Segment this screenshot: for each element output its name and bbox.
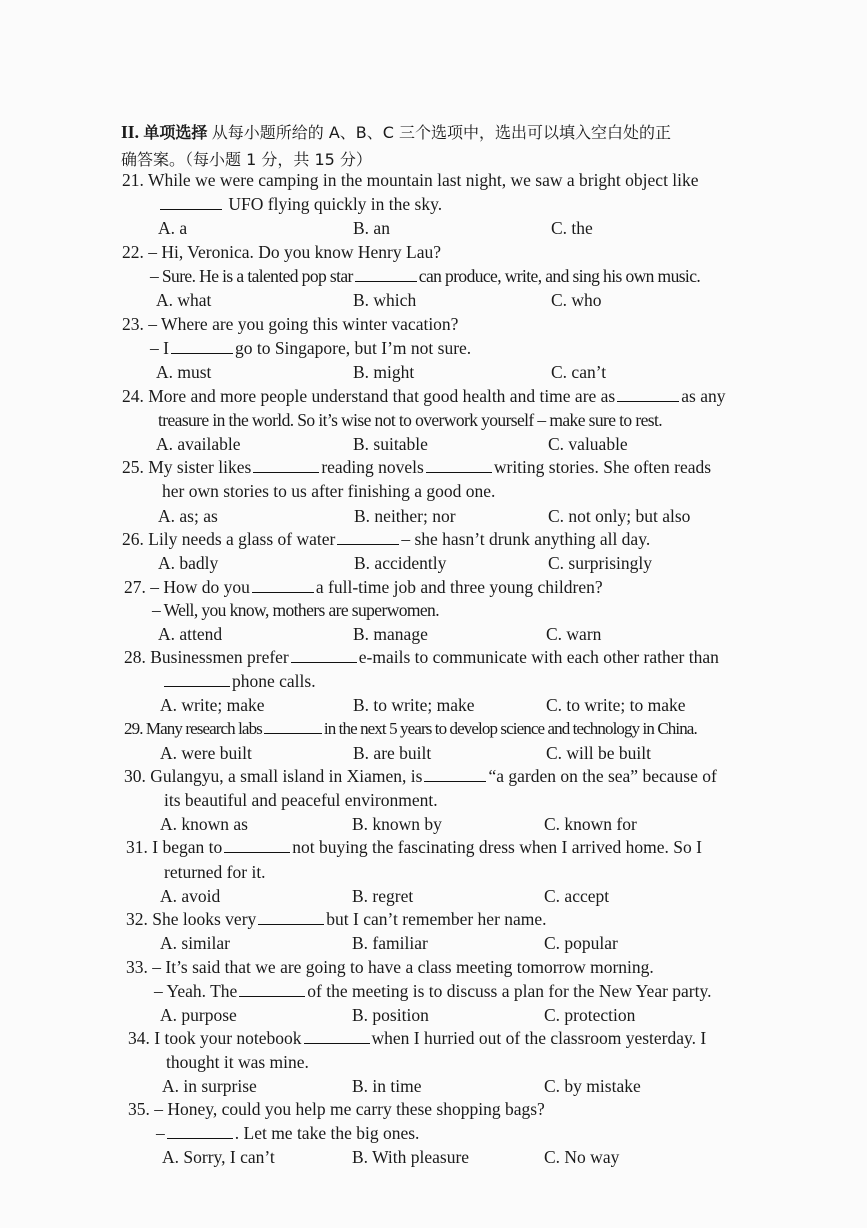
question-text: – I <box>150 338 169 358</box>
question-30 <box>124 765 717 787</box>
answer-blank[interactable] <box>258 910 324 925</box>
question-text: Gulangyu, a small island in Xiamen, is <box>150 766 423 786</box>
question-text: but I can’t remember her name. <box>326 909 547 929</box>
question-29 <box>124 718 697 740</box>
question-number: 28. <box>124 647 146 667</box>
option-c[interactable]: C. by mistake <box>544 1076 641 1096</box>
option-c[interactable]: C. No way <box>544 1147 620 1167</box>
question-number: 22. <box>122 242 144 262</box>
section-title: 单项选择 <box>143 123 208 142</box>
option-b[interactable]: B. With pleasure <box>352 1147 470 1167</box>
option-b[interactable]: B. in time <box>352 1076 422 1096</box>
question-text: – Hi, Veronica. Do you know Henry Lau? <box>148 242 441 262</box>
option-a[interactable]: A. available <box>156 434 241 454</box>
question-33-line2 <box>154 980 712 1002</box>
option-b[interactable]: B. to write; make <box>353 695 475 715</box>
question-31-line2 <box>164 861 266 883</box>
answer-blank[interactable] <box>171 339 233 354</box>
question-number: 25. <box>122 457 144 477</box>
option-c[interactable]: C. popular <box>544 933 618 953</box>
option-a[interactable]: A. badly <box>158 553 219 573</box>
answer-blank[interactable] <box>253 458 319 473</box>
option-c[interactable]: C. protection <box>544 1005 636 1025</box>
question-number: 30. <box>124 766 146 786</box>
question-22 <box>122 241 441 263</box>
option-a[interactable]: A. what <box>156 290 212 310</box>
section-heading <box>121 119 791 173</box>
question-24-line2 <box>158 409 662 431</box>
question-35 <box>128 1098 545 1120</box>
answer-blank[interactable] <box>167 1124 233 1139</box>
question-text: More and more people understand that good health and time are as <box>148 386 616 406</box>
question-23-line2 <box>150 337 471 359</box>
answer-blank[interactable] <box>617 387 679 402</box>
option-a[interactable]: A. must <box>156 362 212 382</box>
answer-blank[interactable] <box>160 195 222 210</box>
option-a[interactable]: A. Sorry, I can’t <box>162 1147 275 1167</box>
option-c[interactable]: C. accept <box>544 886 610 906</box>
question-text: Many research labs <box>145 719 262 738</box>
question-text: when I hurried out of the classroom yesterday. I <box>371 1028 707 1048</box>
question-text: reading novels <box>321 457 424 477</box>
question-23 <box>122 313 458 335</box>
question-text: phone calls. <box>232 671 316 691</box>
question-text: – Yeah. The <box>154 981 238 1001</box>
question-text: – Where are you going this winter vacation? <box>148 314 459 334</box>
question-27 <box>124 576 603 598</box>
question-text: treasure in the world. So it’s wise not to overwork yourself – make sure to rest. <box>158 410 662 430</box>
answer-blank[interactable] <box>304 1029 370 1044</box>
question-text: She looks very <box>152 909 257 929</box>
question-text: – she hasn’t drunk anything all day. <box>401 529 651 549</box>
answer-blank[interactable] <box>239 982 305 997</box>
question-text: as any <box>681 386 726 406</box>
question-text: “a garden on the sea” because of <box>488 766 717 786</box>
question-31 <box>126 836 702 858</box>
question-text: – <box>156 1123 165 1143</box>
question-26 <box>122 528 650 550</box>
option-b[interactable]: B. position <box>352 1005 429 1025</box>
option-c[interactable]: C. warn <box>546 624 602 644</box>
option-a[interactable]: A. similar <box>160 933 230 953</box>
section-instruction-cont: 确答案。（每小题 1 分，共 15 分） <box>121 150 372 169</box>
answer-blank[interactable] <box>252 578 314 593</box>
question-25 <box>122 456 711 478</box>
question-text: go to Singapore, but I’m not sure. <box>234 338 472 358</box>
section-instruction: 从每小题所给的 A、B、C 三个选项中，选出可以填入空白处的正 <box>211 123 672 142</box>
question-number: 32. <box>126 909 148 929</box>
option-b[interactable]: B. might <box>353 362 415 382</box>
question-text: writing stories. She often reads <box>493 457 712 477</box>
option-c[interactable]: C. who <box>551 290 602 310</box>
option-b[interactable]: B. familiar <box>352 933 428 953</box>
option-c[interactable]: C. the <box>551 218 593 238</box>
option-b[interactable]: B. suitable <box>353 434 428 454</box>
option-a[interactable]: A. avoid <box>160 886 221 906</box>
question-number: 35. <box>128 1099 150 1119</box>
option-c[interactable]: C. not only; but also <box>548 506 691 526</box>
option-b[interactable]: B. are built <box>353 743 432 763</box>
question-text: Businessmen prefer <box>150 647 289 667</box>
answer-blank[interactable] <box>224 838 290 853</box>
question-28-line2 <box>162 670 316 692</box>
option-b[interactable]: B. which <box>353 290 417 310</box>
question-28 <box>124 646 719 668</box>
option-c[interactable]: C. can’t <box>551 362 607 382</box>
question-text: a full-time job and three young children? <box>315 577 603 597</box>
option-a[interactable]: A. in surprise <box>162 1076 257 1096</box>
question-number: 26. <box>122 529 144 549</box>
answer-blank[interactable] <box>426 458 492 473</box>
option-b[interactable]: B. regret <box>352 886 414 906</box>
question-text: not buying the fascinating dress when I arrived home. So I <box>292 837 702 857</box>
option-a[interactable]: A. attend <box>158 624 223 644</box>
question-number: 34. <box>128 1028 150 1048</box>
option-b[interactable]: B. an <box>353 218 390 238</box>
option-c[interactable]: C. will be built <box>546 743 651 763</box>
question-number: 33. <box>126 957 148 977</box>
question-30-line2 <box>164 789 438 811</box>
question-number: 31. <box>126 837 148 857</box>
answer-blank[interactable] <box>164 672 230 687</box>
question-21 <box>122 169 699 191</box>
question-number: 24. <box>122 386 144 406</box>
question-text: returned for it. <box>164 862 266 882</box>
question-text: can produce, write, and sing his own music. <box>418 266 701 286</box>
answer-blank[interactable] <box>424 767 486 782</box>
question-text: – Sure. He is a talented pop star <box>150 266 353 286</box>
question-34-line2 <box>166 1051 309 1073</box>
answer-blank[interactable] <box>264 719 322 734</box>
question-text: Lily needs a glass of water <box>148 529 336 549</box>
answer-blank[interactable] <box>291 648 357 663</box>
question-number: 23. <box>122 314 144 334</box>
option-a[interactable]: A. known as <box>160 814 248 834</box>
option-a[interactable]: A. as; as <box>158 506 218 526</box>
question-text: UFO flying quickly in the sky. <box>228 194 443 214</box>
question-number: 29. <box>124 719 143 738</box>
question-text: I took your notebook <box>154 1028 302 1048</box>
option-c[interactable]: C. surprisingly <box>548 553 653 573</box>
answer-blank[interactable] <box>355 267 417 282</box>
question-24 <box>122 385 725 407</box>
question-33 <box>126 956 654 978</box>
question-text: in the next 5 years to develop science and technology in China. <box>323 719 697 738</box>
option-a[interactable]: A. were built <box>160 743 252 763</box>
option-b[interactable]: B. neither; nor <box>354 506 456 526</box>
question-25-line2 <box>162 480 495 502</box>
option-a[interactable]: A. purpose <box>160 1005 237 1025</box>
question-21-line2 <box>158 193 442 215</box>
question-text: e-mails to communicate with each other rather than <box>358 647 719 667</box>
option-c[interactable]: C. known for <box>544 814 637 834</box>
question-text: I began to <box>152 837 223 857</box>
question-text: While we were camping in the mountain last night, we saw a bright object like <box>147 170 699 190</box>
question-text: – Honey, could you help me carry these shopping bags? <box>154 1099 545 1119</box>
question-text: its beautiful and peaceful environment. <box>164 790 438 810</box>
question-35-line2 <box>156 1122 419 1144</box>
option-a[interactable]: A. write; make <box>160 695 265 715</box>
question-number: 27. <box>124 577 146 597</box>
section-number: II. <box>121 122 139 142</box>
question-32 <box>126 908 547 930</box>
question-22-line2 <box>150 265 700 287</box>
question-text: of the meeting is to discuss a plan for the New Year party. <box>307 981 712 1001</box>
option-b[interactable]: B. known by <box>352 814 442 834</box>
question-text: . Let me take the big ones. <box>234 1123 420 1143</box>
option-c[interactable]: C. to write; to make <box>546 695 686 715</box>
question-text: – Well, you know, mothers are superwomen. <box>152 600 439 620</box>
option-c[interactable]: C. valuable <box>548 434 628 454</box>
answer-blank[interactable] <box>337 530 399 545</box>
question-34 <box>128 1027 706 1049</box>
question-number: 21. <box>122 170 144 190</box>
question-text: – How do you <box>150 577 250 597</box>
question-text: thought it was mine. <box>166 1052 309 1072</box>
question-27-line2 <box>152 599 439 621</box>
question-text: – It’s said that we are going to have a class meeting tomorrow morning. <box>152 957 654 977</box>
option-b[interactable]: B. accidently <box>354 553 447 573</box>
option-a[interactable]: A. a <box>158 218 188 238</box>
question-text: My sister likes <box>148 457 252 477</box>
option-b[interactable]: B. manage <box>353 624 428 644</box>
question-text: her own stories to us after finishing a good one. <box>162 481 496 501</box>
